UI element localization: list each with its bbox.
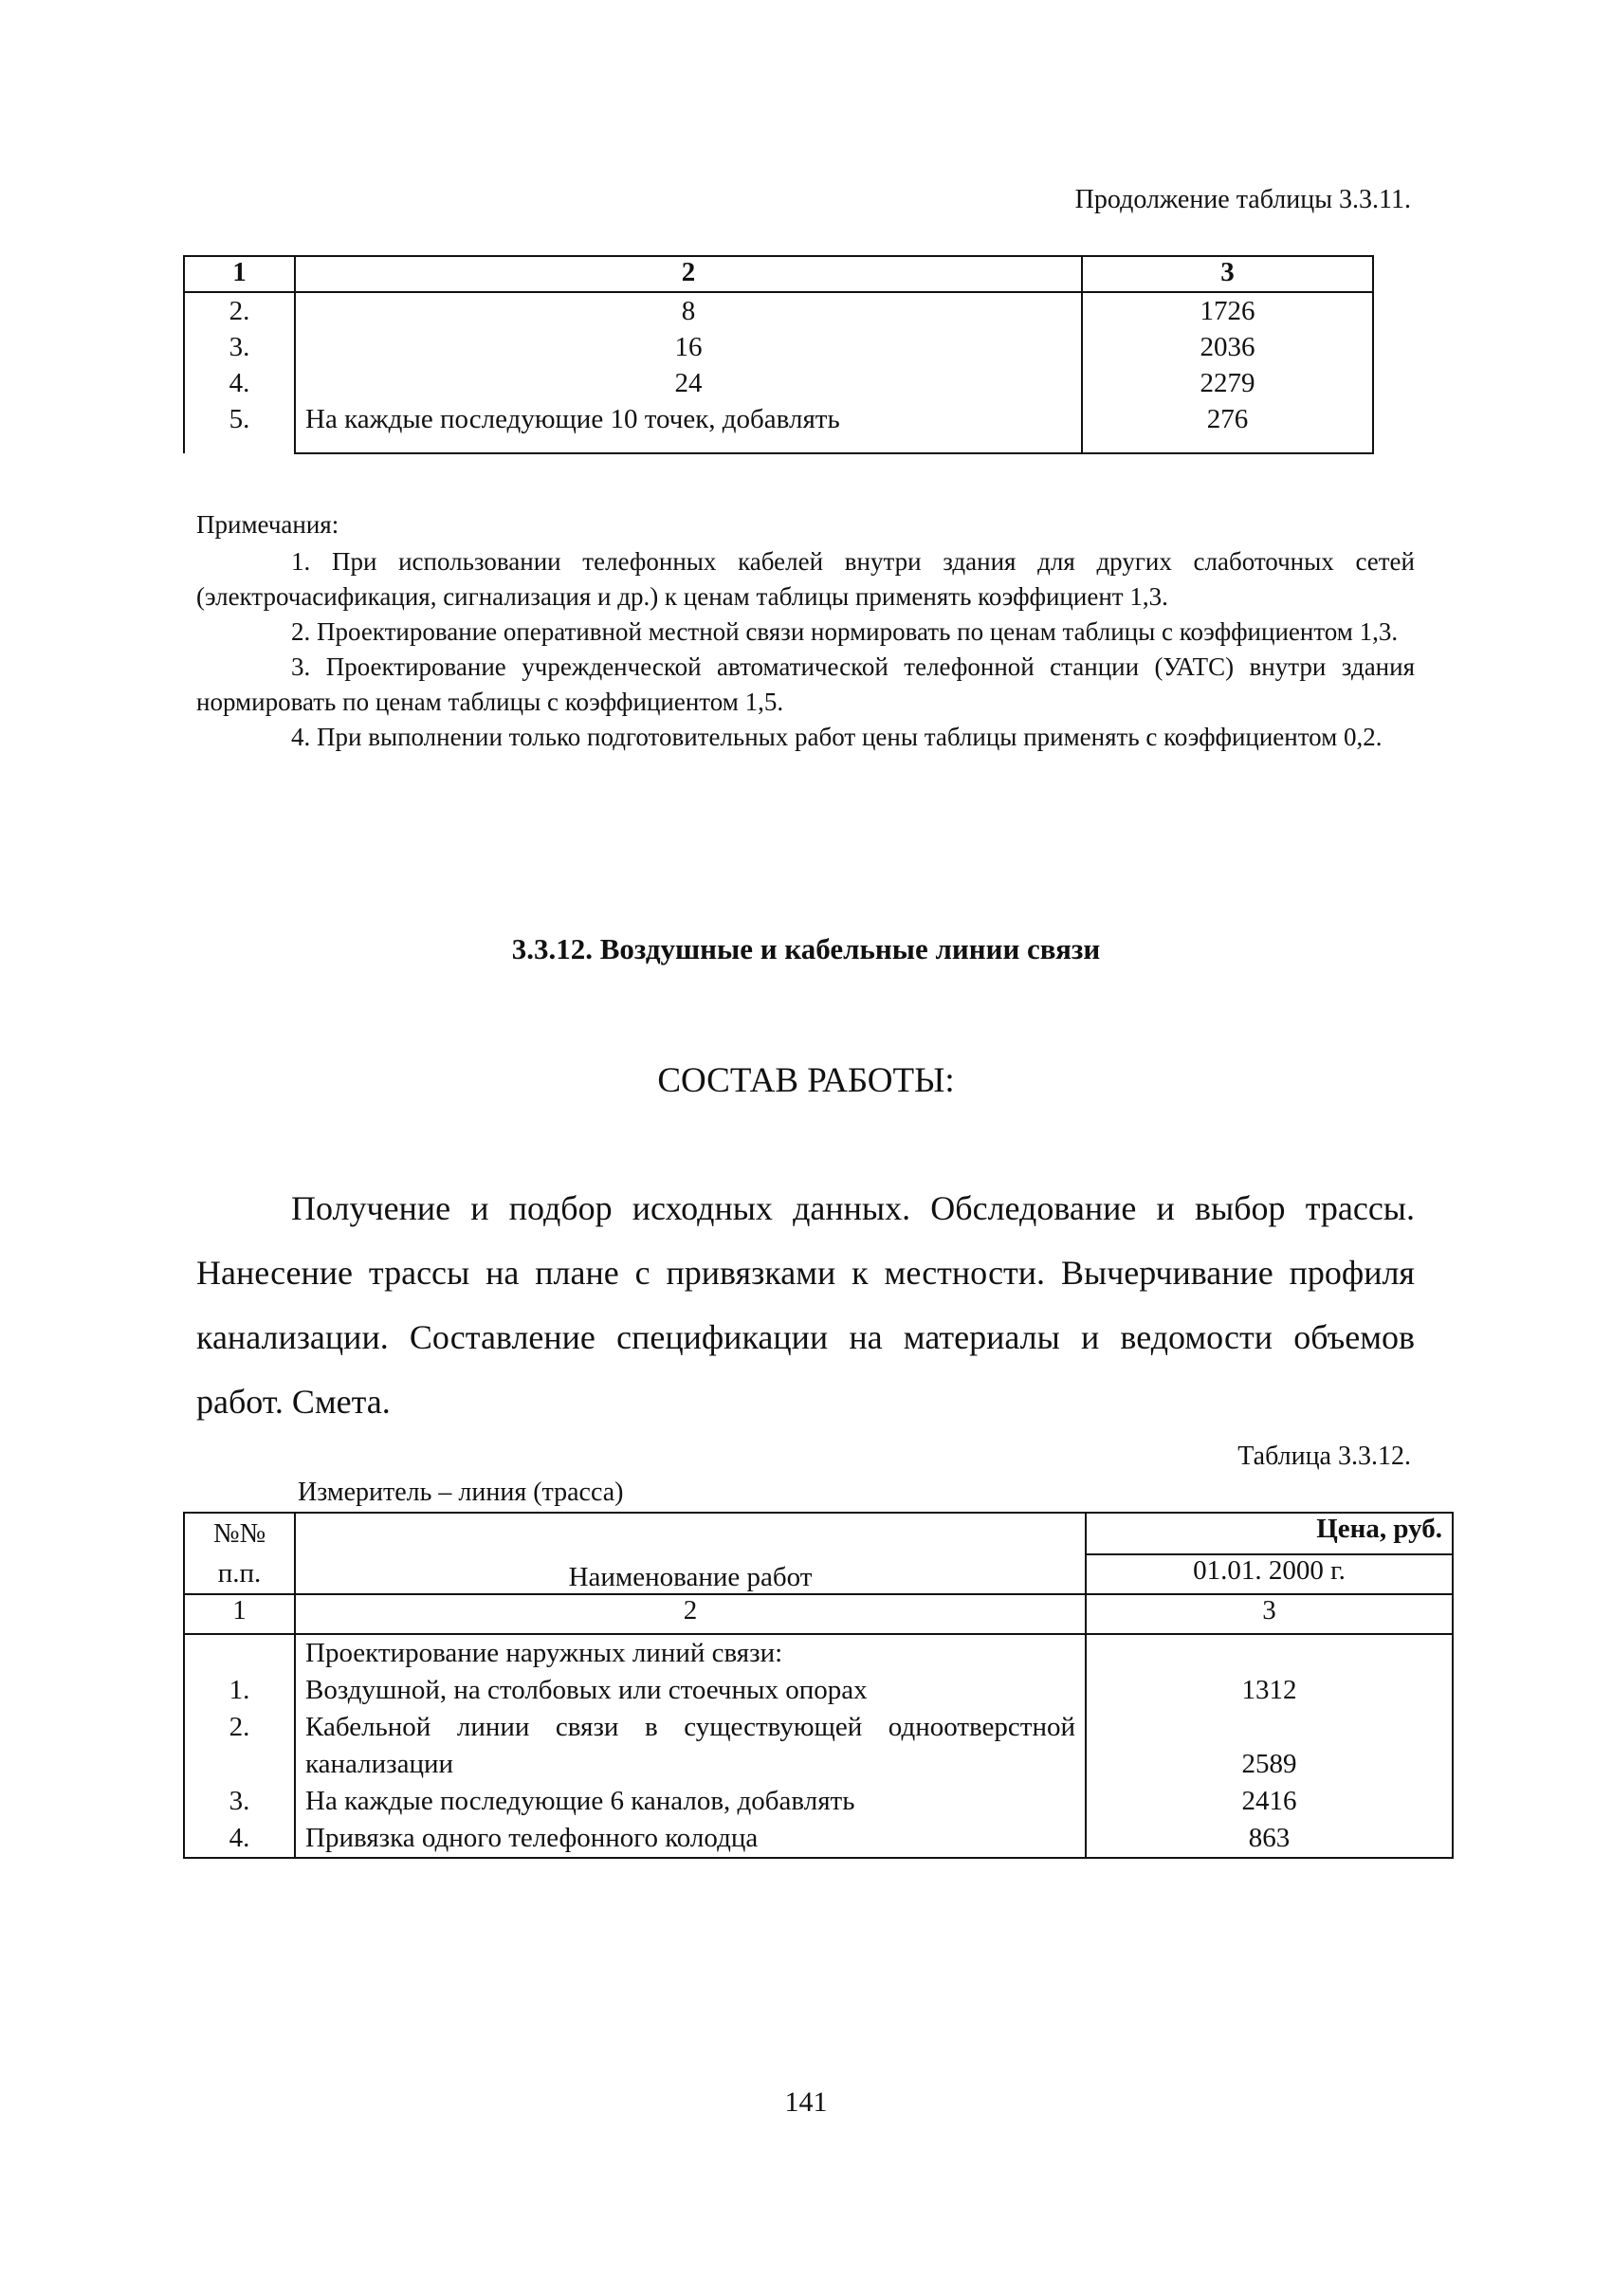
col-price-header: Цена, руб. xyxy=(1086,1513,1453,1554)
page-number: 141 xyxy=(784,2086,828,2118)
table-unit: Измеритель – линия (трасса) xyxy=(298,1478,624,1507)
price: 2416 xyxy=(1241,1786,1297,1816)
row-number: 3. xyxy=(229,332,250,362)
header-cell: 3 xyxy=(1082,256,1373,292)
cell: Кабельной линии связи в существующей одноотверстной канализации xyxy=(305,1712,1075,1779)
price: 2589 xyxy=(1241,1749,1297,1779)
row-number: 1. xyxy=(229,1675,250,1705)
cell: На каждые последующие 10 точек, добавлять xyxy=(305,404,840,434)
group-title: Проектирование наружных линий связи: xyxy=(305,1638,783,1668)
table-3-3-11-continuation xyxy=(183,255,1374,454)
header-cell: 2 xyxy=(295,1594,1086,1634)
notes xyxy=(196,507,1415,755)
table-row xyxy=(184,1634,1453,1858)
composition-text xyxy=(196,1176,1415,1434)
price: 1726 xyxy=(1200,296,1255,326)
row-number-cell xyxy=(184,292,295,453)
note-item: 4. При выполнении только подготовительных работ цены таблицы применять с коэффициентом 0,2. xyxy=(291,723,1383,751)
row-number-cell xyxy=(184,1634,295,1858)
table-3-3-12 xyxy=(183,1512,1454,1859)
notes-title: Примечания: xyxy=(196,510,339,539)
cell: 16 xyxy=(674,332,703,362)
header-cell: 1 xyxy=(184,256,295,292)
header-cell: 2 xyxy=(295,256,1082,292)
row-number: 3. xyxy=(229,1786,250,1816)
cell: На каждые последующие 6 каналов, добавлять xyxy=(305,1786,855,1816)
continuation-caption: Продолжение таблицы 3.3.11. xyxy=(1074,185,1411,214)
col-name-header xyxy=(295,1513,1086,1594)
price: 276 xyxy=(1206,404,1249,434)
table-row xyxy=(184,292,1373,453)
note-item: 3. Проектирование учрежденческой автоматической телефонной станции (УАТС) внутри здания нормировать по ценам таблицы с коэффициентом 1,5. xyxy=(196,652,1415,716)
col-number-header xyxy=(184,1513,295,1594)
price-cell xyxy=(1086,1634,1453,1858)
price: 863 xyxy=(1248,1823,1291,1853)
table-header-row xyxy=(184,1513,1453,1554)
cell: 8 xyxy=(681,296,696,326)
note-item: 2. Проектирование оперативной местной связи нормировать по ценам таблицы с коэффициентом 1,3. xyxy=(291,617,1399,646)
price: 1312 xyxy=(1241,1675,1297,1705)
description-cell xyxy=(295,1634,1086,1858)
price: 2036 xyxy=(1200,332,1255,362)
table-index-row xyxy=(184,256,1373,292)
note-item: 1. При использовании телефонных кабелей внутри здания для других слаботочных сетей (электрочасификация, сигнализация и др.) к ценам таблицы применять коэффициент 1,3. xyxy=(196,547,1415,611)
cell: 24 xyxy=(674,368,703,398)
table-caption: Таблица 3.3.12. xyxy=(1237,1442,1411,1471)
table-index-row xyxy=(184,1594,1453,1634)
col-price-date: 01.01. 2000 г. xyxy=(1086,1554,1453,1594)
cell: Воздушной, на столбовых или стоечных опорах xyxy=(305,1675,868,1705)
header-text: Наименование работ xyxy=(568,1562,813,1592)
cell: Привязка одного телефонного колодца xyxy=(305,1823,759,1853)
composition-paragraph: Получение и подбор исходных данных. Обследование и выбор трассы. Нанесение трассы на плане с привязками к местности. Вычерчивание профиля канализации. Составление спецификации на материалы и ведомости объемов работ. Смета. xyxy=(196,1189,1415,1421)
row-number: 5. xyxy=(229,404,250,434)
composition-heading: СОСТАВ РАБОТЫ: xyxy=(657,1061,955,1100)
row-number: 4. xyxy=(229,1823,250,1853)
header-cell: 3 xyxy=(1086,1594,1453,1634)
row-number: 4. xyxy=(229,368,250,398)
section-heading: 3.3.12. Воздушные и кабельные линии связи xyxy=(511,932,1101,965)
price: 2279 xyxy=(1200,368,1255,398)
row-number: 2. xyxy=(229,1712,250,1742)
price-cell xyxy=(1082,292,1373,453)
description-cell xyxy=(295,292,1082,453)
header-cell: 1 xyxy=(184,1594,295,1634)
row-number: 2. xyxy=(229,296,250,326)
header-text: №№ п.п. xyxy=(212,1518,266,1589)
